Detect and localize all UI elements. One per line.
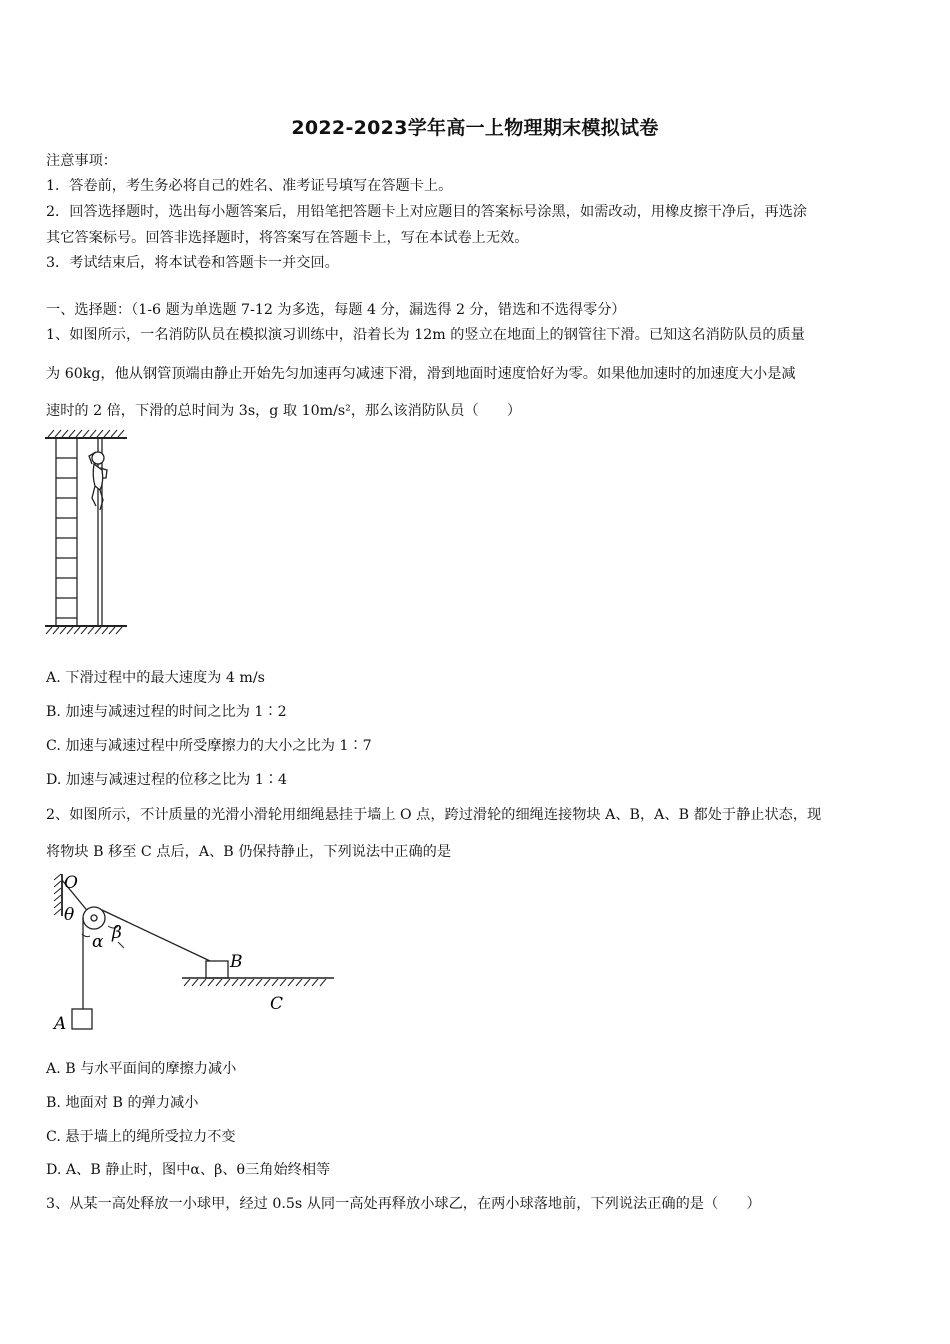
q1-option-a[interactable]: A. 下滑过程中的最大速度为 4 m/s — [46, 670, 265, 686]
q2-option-a[interactable]: A. B 与水平面间的摩擦力减小 — [46, 1061, 237, 1077]
q2-stem-line-2: 将物块 B 移至 C 点后，A、B 仍保持静止，下列说法中正确的是 — [46, 844, 452, 860]
q1-stem-line-2: 为 60kg，他从钢管顶端由静止开始先匀加速再匀减速下滑，滑到地面时速度恰好为零。如果他加速时的加速度大小是减 — [46, 366, 796, 382]
label-c: C — [270, 994, 284, 1014]
q1-option-d[interactable]: D. 加速与减速过程的位移之比为 1∶4 — [46, 772, 288, 788]
label-a: A — [54, 1014, 67, 1034]
q3-stem-line-1: 3、从某一高处释放一小球甲，经过 0.5s 从同一高处再释放小球乙，在两小球落地前，下列说法正确的是（ ） — [46, 1196, 761, 1212]
q1-stem-line-3: 速时的 2 倍，下滑的总时间为 3s，g 取 10m/s²，那么该消防队员（ ） — [46, 403, 522, 419]
q2-option-b[interactable]: B. 地面对 B 的弹力减小 — [46, 1095, 199, 1111]
notice-heading: 注意事项： — [46, 153, 117, 169]
label-alpha: α — [92, 932, 104, 952]
label-theta: θ — [64, 905, 75, 925]
section-heading: 一、选择题：（1-6 题为单选题 7-12 为多选，每题 4 分，漏选得 2 分，错选和不选得零分） — [46, 302, 626, 318]
q1-figure — [40, 428, 135, 640]
notice-item-2-cont: 其它答案标号。回答非选择题时，将答案写在答题卡上，写在本试卷上无效。 — [46, 230, 529, 246]
q2-stem-line-1: 2、如图所示，不计质量的光滑小滑轮用细绳悬挂于墙上 O 点，跨过滑轮的细绳连接物块 A、B，A、B 都处于静止状态，现 — [46, 807, 822, 823]
page-title: 2022-2023学年高一上物理期末模拟试卷 — [291, 117, 659, 139]
label-beta: β — [112, 923, 122, 943]
notice-item-2: 2．回答选择题时，选出每小题答案后，用铅笔把答题卡上对应题目的答案标号涂黑，如需改动，用橡皮擦干净后，再选涂 — [46, 204, 807, 220]
q2-figure — [44, 868, 344, 1038]
notice-item-1: 1．答卷前，考生务必将自己的姓名、准考证号填写在答题卡上。 — [46, 178, 453, 194]
q2-option-c[interactable]: C. 悬于墙上的绳所受拉力不变 — [46, 1129, 236, 1145]
q1-option-b[interactable]: B. 加速与减速过程的时间之比为 1∶2 — [46, 704, 287, 720]
q1-stem-line-1: 1、如图所示，一名消防队员在模拟演习训练中，沿着长为 12m 的竖立在地面上的钢管往下滑。已知这名消防队员的质量 — [46, 327, 805, 343]
q2-option-d[interactable]: D. A、B 静止时，图中α、β、θ三角始终相等 — [46, 1162, 331, 1178]
label-o: O — [64, 873, 78, 893]
notice-item-3: 3．考试结束后，将本试卷和答题卡一并交回。 — [46, 255, 339, 271]
label-b: B — [230, 952, 243, 972]
q1-option-c[interactable]: C. 加速与减速过程中所受摩擦力的大小之比为 1∶7 — [46, 738, 372, 754]
